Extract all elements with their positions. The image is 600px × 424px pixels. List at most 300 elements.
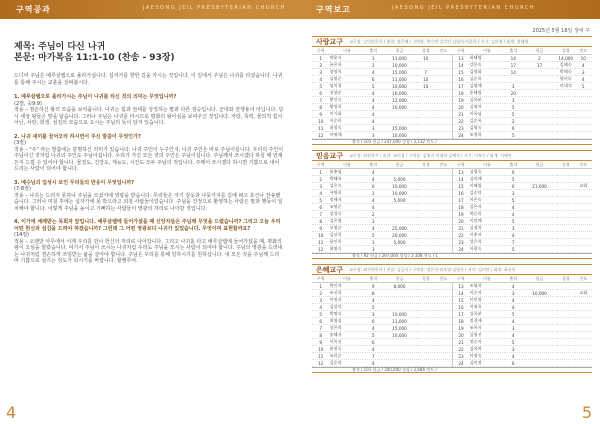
table-cell [435,83,453,90]
table-cell [435,325,453,332]
table-cell [522,304,557,311]
table-cell: 김순옥 [470,118,505,125]
table-cell: 양미숙 [557,76,575,83]
table-cell [435,304,453,311]
column-header: 전도 [575,276,593,283]
table-cell [575,318,593,325]
table-row [312,125,592,132]
table-cell [575,90,593,97]
table-cell [557,218,575,225]
table-cell: 장경숙 [330,211,365,218]
table-cell: 조희순 [330,353,365,360]
table-cell: 4 [312,76,330,83]
table-row [312,225,592,232]
table-cell [435,125,453,132]
table-cell: 5 [575,83,593,90]
column-header: 성경 [417,276,435,283]
table-cell: 15 [452,69,470,76]
column-header: 이름 [330,48,365,55]
column-header: 구역 [452,48,470,55]
table-cell [435,283,453,290]
column-header: 출석 [505,276,523,283]
table-cell: 11,000 [382,55,417,62]
table-cell: 12 [312,246,330,253]
table-cell: 11 [312,353,330,360]
table-cell [417,97,435,104]
table-cell: 5 [505,132,523,139]
table-cell: 조명순 [330,204,365,211]
table-cell: 7 [417,69,435,76]
district-name: 믿음교구 [316,151,344,160]
table-cell [557,111,575,118]
page-number-left: 4 [6,403,17,422]
page-number-right: 5 [581,403,592,422]
table-cell: 7 [365,353,383,360]
table-cell: 조옥자 [470,325,505,332]
table-cell [575,225,593,232]
table-cell [382,304,417,311]
table-cell [435,183,453,190]
sermon-text: 본문: 마가복음 11:1-10 (찬송 - 93장) [14,53,175,63]
column-header: 전도 [435,48,453,55]
table-cell: 4 [365,225,383,232]
table-cell: 이대석 [557,83,575,90]
table-cell [575,283,593,290]
table-cell [522,83,557,90]
table-cell [575,360,593,367]
table-cell: 13 [452,55,470,62]
table-cell [557,125,575,132]
table-cell [557,176,575,183]
table-cell [417,339,435,346]
table-cell: 이광숙 [470,246,505,253]
table-cell [557,290,575,297]
table-cell: 21,000 [522,183,557,190]
table-cell: 9 [312,225,330,232]
table-cell: 김순덕 [470,190,505,197]
table-cell [557,97,575,104]
table-cell [557,132,575,139]
table-cell: 10 [417,83,435,90]
column-header: 전도 [575,162,593,169]
table-cell [575,304,593,311]
table-cell [505,76,523,83]
table-row [312,169,592,176]
table-cell: 3 [365,218,383,225]
column-header: 출석 [505,48,523,55]
table-row [312,339,592,346]
table-cell: 김정희 [470,225,505,232]
table-cell: 박윤서 [330,55,365,62]
table-cell: 5 [365,83,383,90]
table-cell [522,246,557,253]
table-cell [435,104,453,111]
table-cell: 이은숙 [470,197,505,204]
table-cell: 4 [365,325,383,332]
table-cell [417,211,435,218]
table-cell: 유은옥 [330,62,365,69]
table-cell [522,132,557,139]
table-cell: 20 [452,332,470,339]
table-cell: 김은숙 [330,183,365,190]
table-cell: 22 [452,118,470,125]
table-cell: 4 [505,332,523,339]
table-cell: 3 [365,125,383,132]
table-cell [522,332,557,339]
table-cell: 5 [365,332,383,339]
table-cell [417,125,435,132]
table-cell [435,204,453,211]
table-row [312,111,592,118]
qa-item-3 [14,180,284,213]
table-cell: 18 [452,318,470,325]
table-cell: 윤춘심 [330,169,365,176]
table-cell [522,169,557,176]
table-cell: 3 [505,290,523,297]
table-cell: 이말례 [470,218,505,225]
table-cell: 김미정 [470,360,505,367]
table-cell: 박순희 [470,211,505,218]
table-cell [522,197,557,204]
table-cell [417,204,435,211]
table-cell [435,297,453,304]
table-cell: 8 [312,332,330,339]
column-header: 헌금 [522,276,557,283]
table-cell: 4 [312,190,330,197]
table-cell: 14,000 [558,55,574,61]
district-total: 출석 / 92 헌금 / 297,000 성경 / 2,108 전도 / 1 [312,253,592,259]
table-cell: 김명순 [330,76,365,83]
table-cell [575,104,593,111]
table-cell: 이순자 [470,290,505,297]
table-cell: 황인숙 [330,97,365,104]
table-cell [435,346,453,353]
table-cell [435,290,453,297]
table-row [312,232,592,239]
table-cell: 2 [522,55,557,62]
table-cell [522,339,557,346]
table-cell [435,211,453,218]
table-cell: 4 [365,111,383,118]
table-row [312,311,592,318]
table-cell: 24 [452,132,470,139]
table-cell [417,246,435,253]
column-header: 성경 [557,162,575,169]
table-cell: 6 [365,183,383,190]
table-cell [417,104,435,111]
table-cell: 10,000 [382,190,417,197]
table-cell [382,211,417,218]
table-cell [435,318,453,325]
table-cell [557,204,575,211]
table-cell [575,346,593,353]
table-cell: 이옥님 [470,111,505,118]
table-cell: 16 [452,76,470,83]
table-cell: 16,000 [382,90,417,97]
table-cell: 김순희 [470,76,505,83]
table-cell [522,283,557,290]
table-cell: 3 [365,190,383,197]
table-cell: 3 [505,325,523,332]
column-header: 성경 [417,162,435,169]
table-cell: 8 [312,104,330,111]
question-reference: (14절) [14,232,30,238]
table-cell [557,104,575,111]
table-cell: 10,000 [522,290,557,297]
table-row [312,318,592,325]
table-cell [575,132,593,139]
table-cell [575,239,593,246]
district-total: 출석 / 101 헌금 / 300,000 성경 / 2,686 전도 / [312,367,592,373]
district-faith [312,150,592,259]
table-cell: 10 [312,346,330,353]
table-cell [382,346,417,353]
table-cell: 3 [505,225,523,232]
table-row [312,197,592,204]
table-cell [522,360,557,367]
table-cell [522,76,557,83]
table-cell [435,190,453,197]
district-grace [312,264,592,373]
table-cell: 17 [452,311,470,318]
table-cell [575,111,593,118]
table-cell [522,311,557,318]
table-cell [435,246,453,253]
table-cell: 7 [312,97,330,104]
table-cell [575,118,593,125]
table-cell: 김은자 [470,204,505,211]
table-cell [557,332,575,339]
table-cell [435,76,453,83]
table-cell [557,360,575,367]
table-cell [575,311,593,318]
table-cell [417,304,435,311]
table-cell [417,183,435,190]
table-cell: 6 [365,339,383,346]
table-cell: 10 [417,55,435,62]
answer: 적용 – 나귀는 드러지 못하나 주님을 모셨기에 영광을 받습니다. 무리들은 자기 겉옷과 나뭇가지를 길에 펴고 호산나 찬송했습니다. 그러나 며칠 후에는 십자가에 못 박으라고 외칠 사람들이었습니다. 주님을 진정으로 환영하는 사람은 말과 행동이 일치해야 합니다. 이렇게 주님을 높이고 기뻐하는 사람들이 영광의 자리로 나아갈 것입니다. [14,192,283,212]
column-header: 구역 [452,276,470,283]
table-cell: 김옥희 [470,346,505,353]
table-cell: 5 [505,311,523,318]
table-cell [575,325,593,332]
table-cell [557,297,575,304]
table-cell: 4 [505,297,523,304]
table-cell [557,225,575,232]
right-header-title: 구역보고 [316,5,351,14]
table-cell [522,297,557,304]
table-cell: 2 [365,211,383,218]
table-cell: 3 [505,83,523,90]
question-reference: (3절) [14,140,26,146]
table-cell: 19 [452,211,470,218]
table-cell: 12 [312,132,330,139]
table-cell: 6 [505,183,523,190]
table-cell [522,232,557,239]
table-row [312,176,592,183]
table-row [312,90,592,97]
column-header: 헌금 [382,162,417,169]
table-cell: 임미경 [330,83,365,90]
table-cell [382,169,417,176]
table-cell: 3 [365,62,383,69]
table-cell: 5 [365,304,383,311]
table-cell: 김영애 [470,83,505,90]
table-cell: 조정희 [470,132,505,139]
table-cell: 3 [365,55,383,62]
table-cell [382,360,417,367]
table-cell [417,111,435,118]
column-header: 출석 [505,162,523,169]
table-cell: 5 [505,339,523,346]
table-row [312,118,592,125]
table-cell: 20 [505,90,523,97]
column-header: 구역 [452,162,470,169]
table-cell [557,197,575,204]
table-cell [382,353,417,360]
table-cell: 4 [365,297,383,304]
table-cell: 21 [452,225,470,232]
table-cell: 6 [505,125,523,132]
table-cell: 이옥선 [330,339,365,346]
question-reference: (2절, 숙9:9) [14,100,42,107]
table-cell [382,290,417,297]
table-cell: 4 [312,304,330,311]
table-cell: 이혜림 [470,183,505,190]
table-cell: 4 [365,90,383,97]
table-cell: 23 [452,239,470,246]
table-cell: 최명숙 [330,246,365,253]
table-cell [575,125,593,132]
column-header: 출석 [365,48,383,55]
table-cell [522,104,557,111]
table-cell [522,218,557,225]
table-cell: 10,000 [382,332,417,339]
table-cell: 20 [452,218,470,225]
table-cell: 이정자 [330,297,365,304]
table-cell: 최혜영 [470,55,505,62]
column-header: 출석 [365,162,383,169]
column-header: 성경 [417,48,435,55]
table-cell [435,169,453,176]
column-header: 이름 [470,48,505,55]
table-cell: 오영순 [330,225,365,232]
table-cell [417,325,435,332]
table-row [312,55,592,62]
question: 3. 예수님의 입성시 보인 무리들의 반응이 무엇입니까? [14,179,135,186]
column-header: 이름 [330,276,365,283]
right-header-bar [300,0,600,19]
table-cell [435,332,453,339]
column-header: 출석 [365,276,383,283]
table-cell [435,239,453,246]
table-row [312,360,592,367]
table-cell: 5,000 [382,197,417,204]
table-cell [575,246,593,253]
table-cell [417,283,435,290]
table-cell [557,318,575,325]
table-cell: 김성덕 [330,304,365,311]
table-row [312,104,592,111]
table-cell: 15 [452,183,470,190]
table-cell: 이정숙 [470,353,505,360]
table-cell: 3 [312,69,330,76]
table-cell: 15 [452,297,470,304]
table-cell: 8,000 [382,283,417,290]
table-cell [522,90,557,97]
column-header: 성경 [557,276,575,283]
table-cell: 4 [365,346,383,353]
table-cell: 정해자 [330,197,365,204]
table-cell: 19 [452,325,470,332]
table-cell [417,360,435,367]
table-cell [575,97,593,104]
table-cell: 최영실 [330,318,365,325]
table-cell: 윤정숙 [330,346,365,353]
table-row [312,246,592,253]
column-header: 구역 [312,162,330,169]
left-header-title: 구역공과 [16,5,51,14]
table-cell: 11,000 [382,76,417,83]
table-cell: 박명숙 [330,311,365,318]
table-cell [382,118,417,125]
table-cell: 4 [365,169,383,176]
table-cell: 9 [312,339,330,346]
table-cell [417,290,435,297]
table-cell: 17 [522,62,557,69]
table-cell: 1 [312,169,330,176]
roster-table [312,162,592,253]
table-cell: 4 [505,211,523,218]
district-name: 은혜교구 [316,265,344,274]
table-cell: 5 [505,246,523,253]
table-cell [435,62,453,69]
table-cell: 2 [505,118,523,125]
table-cell [575,297,593,304]
table-cell: 6 [312,318,330,325]
table-cell [382,339,417,346]
table-cell: 6 [505,169,523,176]
table-cell [417,62,435,69]
table-cell [557,311,575,318]
district-staff: 교구장: 김덕열목사 / 권찰: 정은혜 / 구역장: 박수연·김덕인·김영희·이분희 / 서기: 김미영 / 회계: 정해영 [349,38,529,44]
district-name: 사랑교구 [316,37,344,46]
table-row [312,97,592,104]
table-cell [557,183,575,190]
table-cell: 10,000 [382,311,417,318]
table-cell: 김영숙 [470,169,505,176]
table-cell: 10 [417,76,435,83]
table-cell: 김영화 [470,69,505,76]
table-cell: 성은희 [470,239,505,246]
table-cell: 교회 [575,183,593,190]
table-cell: 10 [312,232,330,239]
table-cell: 3 [365,246,383,253]
table-cell: 20 [452,104,470,111]
table-row [312,290,592,297]
table-cell: 2 [312,176,330,183]
table-cell: 4 [365,118,383,125]
table-cell [417,332,435,339]
table-row [312,83,592,90]
table-cell: 5 [505,111,523,118]
district-total: 출석 / 101 헌금 / 247,000 성경 / 2,132 전도 / [312,139,592,145]
table-row [312,283,592,290]
table-cell: 21 [452,111,470,118]
table-cell: 2 [312,62,330,69]
table-cell: 24 [452,246,470,253]
table-cell: 18 [452,204,470,211]
